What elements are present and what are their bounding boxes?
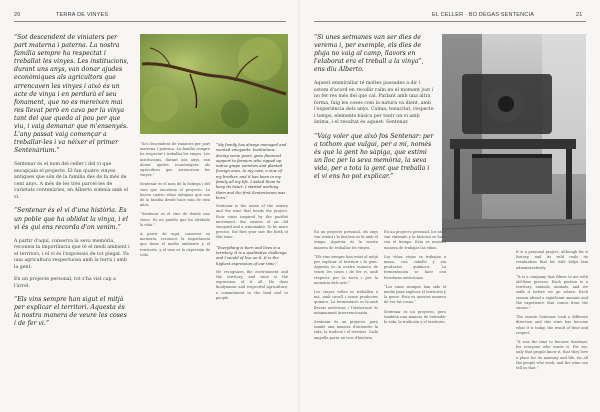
paragraph: Aquest emmirallar té moltes passades a dir i estem d'acord en recollir raïm en el moment just i no fer res més del que cal. Parlant amb una altra forma, faig les coses com la natura va dient, amb l'experiència dels anys. Calma, tenacitat, respecte i temps, elements bàsics per tenir un vi amb ànima, i el resultat és aquest: Sentenar. (314, 81, 434, 126)
paragraph: Les vinyes velles es treballen a mà, amb cavall i sense productes químics. La fermentació es fa amb llevats autòctons i l'elaboració és mínimament intervencionista. (314, 290, 378, 315)
right-header-rule (314, 21, 586, 22)
pull-quote: “Els vins sempre han sigut el mitjà per explicar el territori. Aquesta és la nostra manera de veure les coses i de fer vi.” (14, 296, 127, 328)
left-section-title: TERRA DE VINYES (56, 12, 109, 18)
vineyard-branch-image (140, 34, 288, 134)
paragraph: He recognizes the environment and the territory, and wine is the expression of it all. He does biodynamic and respectful agriculture, a commitment to the land and to people. (216, 269, 288, 300)
pull-quote: “Vaig voler que això fos Sentenar: per a tothom que vulgui, per a mi, només és que la gent ho sàpiga, que estimi un lloc per la seva memòria, la seva vida, per a tota la gent que treballa i el vi ens ho pot explicar.” (314, 132, 434, 181)
paragraph: “Los vinos siempre han sido el medio para explicar el territorio y la gente. Esta es nuestra manera de ver las cosas.” (384, 284, 446, 305)
paragraph: “Sentenar es el vino de donde uno viene. Es un pueblo que ha olvidado la viña.” (140, 212, 210, 227)
paragraph: Las viñas viejas se trabajan a mano, con caballo y sin productos químicos. La fermentación se hace con levaduras autóctonas. (384, 254, 446, 280)
paragraph: En un projecte personal, tot s'ha vist cap a l'arrel. (14, 277, 116, 289)
cellar-press-photo (442, 34, 586, 242)
paragraph: It is a personal project, although for it history, and its wild reals its revaluation that his wife helps him administratively. (516, 250, 588, 270)
right-column-catalan (314, 230, 378, 405)
left-header (14, 12, 286, 24)
right-column-catalan-main (314, 34, 434, 224)
paragraph: En un projecte personal, els anys van venint i la història es fa amb el temps. Aquesta és la nostra manera de treballar les vinyes. (314, 230, 378, 250)
paragraph: A partir de aquí, conserva su memoria, reconoce la importancia que tiene el medio ambiente y el territorio, y el vino es la expresión de todo. (140, 232, 210, 257)
pull-quote: “Sot descendent de viniaters per part materna i paterna. La nostra família sempre ha respectat i treballat les vinyes. Les institucions, durant uns anys, van donar ajudes econòmiques als agricultors que arrencaven les vinyes i això és un acte de vinya i en perdurà el seu fonament, que no es mereixen mai res llevat però en cava per la vinya tant del que queda al pou per que viu, i vaig demanar que m'ensenyés. L'any passat vaig començar a treballar-les i va néixer el primer Sentenàrium.” (14, 34, 129, 155)
wine-press-image (442, 34, 586, 242)
right-column-spanish (384, 230, 446, 405)
right-page-number: 21 (576, 12, 583, 18)
left-column-catalan-main (14, 34, 130, 404)
paragraph: Sentenar és un projecte, però també una manera d'entendre la vida, la tradició i el territori. Cada ampolla porta un tros d'història. (314, 320, 378, 340)
paragraph: “Everything is born and lives in a territory. It is a qualitative challenge and I would of live on it. It is the highest expression of our time.” (216, 244, 287, 266)
left-column-english (216, 142, 288, 404)
paragraph: “It is a company that filters to me with old-time presses. Each portion is a territory, animals, animals, and we walk it before we go where. Each season ahead a significant amount and the experience that comes from the stones.” (516, 274, 588, 311)
right-section-title: EL CELLER · BO DEGAS SENTENCIA (432, 12, 535, 18)
paragraph: A partir d'aquí, conserva la seva memòria, reconeix la importància que té el medi ambient i el territori, i el vi és l'expressió de tot plegat. Fa una agricultura respectuosa amb la terra i amb la gent. (14, 238, 130, 270)
paragraph: “Els vins sempre han estat el mitjà per explicar el territori i la gent. Aquesta és la nostra manera de veure les coses i de fer vi, amb respecte per la terra i per la memòria dels avis.” (314, 254, 378, 285)
paragraph: “It was the time to become Sentenar, for everyone who wants it. For me, only that people know it, that they love a place for its memory and life, for all the people who work, and the wine can tell us that.” (516, 340, 588, 371)
paragraph: Sentenar és el nom del celler i del vi que encapçala el projecte. El fan quatre vinyes antigues que són de la família des de fa més de cent anys. A més de les tres parcel·les de varietats centenàries, en Alberto somnia amb el vi. (14, 162, 129, 200)
vineyard-photo (140, 34, 288, 134)
pull-quote: “Sentenar és el vi d'una història. Es un poble que ha oblidat la vinya, i el vi és qui ens recorda d'on venim.” (14, 207, 128, 231)
right-page (300, 0, 600, 412)
left-page-number: 20 (14, 12, 21, 18)
right-column-english (516, 250, 588, 405)
paragraph: Sentenar és el nom de la bodega i del vino que encabeza el proyecto. Lo hacen cuatro viñas antiguas que son de la familia desde hace más de cien años. (140, 182, 210, 208)
paragraph: Sentenar is the name of the winery and the wine that heads the project. Four vines inspired by the pacifist movement, the owners of an old vineyard and a winemaker. To be more precise, the first year saw the birth of this wine. (216, 204, 288, 240)
left-header-rule (14, 21, 286, 22)
paragraph: Sentenar es un proyecto, pero también una manera de entender la vida, la tradición y el territorio. (384, 309, 446, 325)
paragraph: The reason Sentenar took a different direction and this wine has become what it is today, the result of time and respect. (516, 315, 588, 335)
left-column-spanish (140, 142, 210, 404)
paragraph: En un proyecto personal, los años van viniendo y la historia se hace con el tiempo. Esta es nuestra manera de trabajar las viñas. (384, 230, 446, 250)
pull-quote: “Si unes setmanes van ser dies de verema i, per exemple, els dies de pluja no vaig al camp, llavors en l'elaborat era el treball a la vinya”, ens diu Alberto. (314, 34, 424, 74)
right-header (314, 12, 586, 24)
paragraph: “Sot descendent de viniaters per part materna i paterna. La família sempre ha respectat i treballat les vinyes. Les institucions, durant uns anys, van donar ajudes econòmiques als agricultors que arrencaven les vinyes.” (140, 142, 210, 178)
paragraph: “My family has always managed and worked vineyards. Institutions, during some years, gave financial support to farmers who ripped up native grape varieties and planted foreign ones. In my case, a vine of my brother, and it has been in my family all my life. I asked them to keep its heart. I started working them and the first Sentenàrium was born.” (216, 142, 287, 200)
